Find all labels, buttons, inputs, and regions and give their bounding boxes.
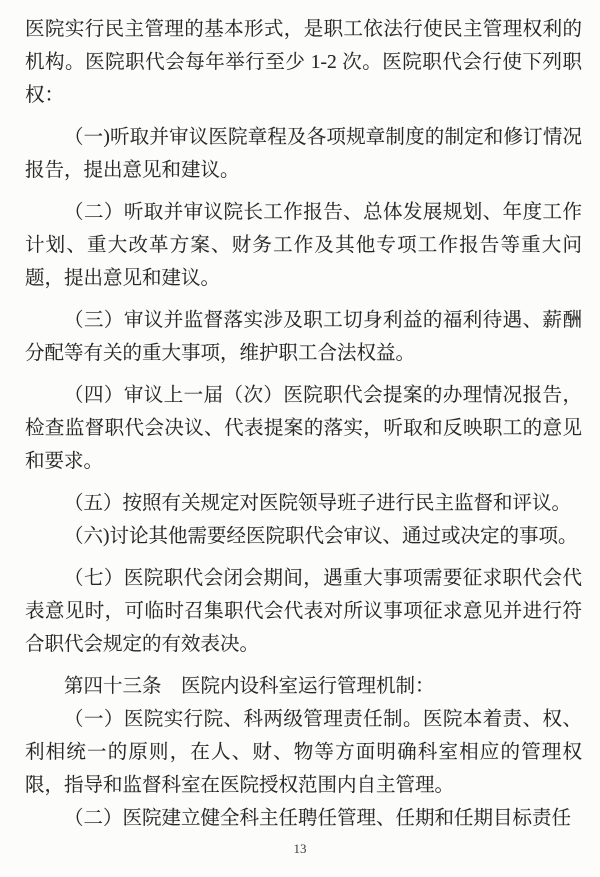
clause-item-6: （六)讨论其他需要经医院职代会审议、通过或决定的事项。 [64,526,578,547]
sub-clause-item-1: （一）医院实行院、科两级管理责任制。医院本着责、权、利相统一的原则，在人、财、物等方面明确科室相应的管理权限，指导和监督科室在医院授权范围内自主管理。 [25,709,582,796]
document-body [25,13,582,835]
paragraph-continuation: 医院实行民主管理的基本形式，是职工依法行使民主管理权利的机构。医院职代会每年举行至少 1-2 次。医院职代会行使下列职权： [25,19,582,106]
clause-item-4: （四）审议上一届（次）医院职代会提案的办理情况报告，检查监督职代会决议、代表提案的落实，听取和反映职工的意见和要求。 [25,385,582,472]
page-number: 13 [293,841,307,856]
article-heading-43: 第四十三条 医院内设科室运行管理机制： [64,676,435,697]
clause-item-3: （三）审议并监督落实涉及职工切身利益的福利待遇、薪酬分配等有关的重大事项，维护职工合法权益。 [25,310,582,364]
clause-item-5: （五）按照有关规定对医院领导班子进行民主监督和评议。 [64,493,572,514]
clause-item-2: （二）听取并审议院长工作报告、总体发展规划、年度工作计划、重大改革方案、财务工作及其他专项工作报告等重大问题，提出意见和建议。 [25,202,582,289]
sub-clause-item-2: （二）医院建立健全科主任聘任管理、任期和任期目标责任 [64,808,572,829]
clause-item-1: （一)听取并审议医院章程及各项规章制度的制定和修订情况报告，提出意见和建议。 [25,127,582,181]
clause-item-7: （七）医院职代会闭会期间，遇重大事项需要征求职代会代表意见时，可临时召集职代会代表对所议事项征求意见并进行符合职代会规定的有效表决。 [25,568,582,655]
